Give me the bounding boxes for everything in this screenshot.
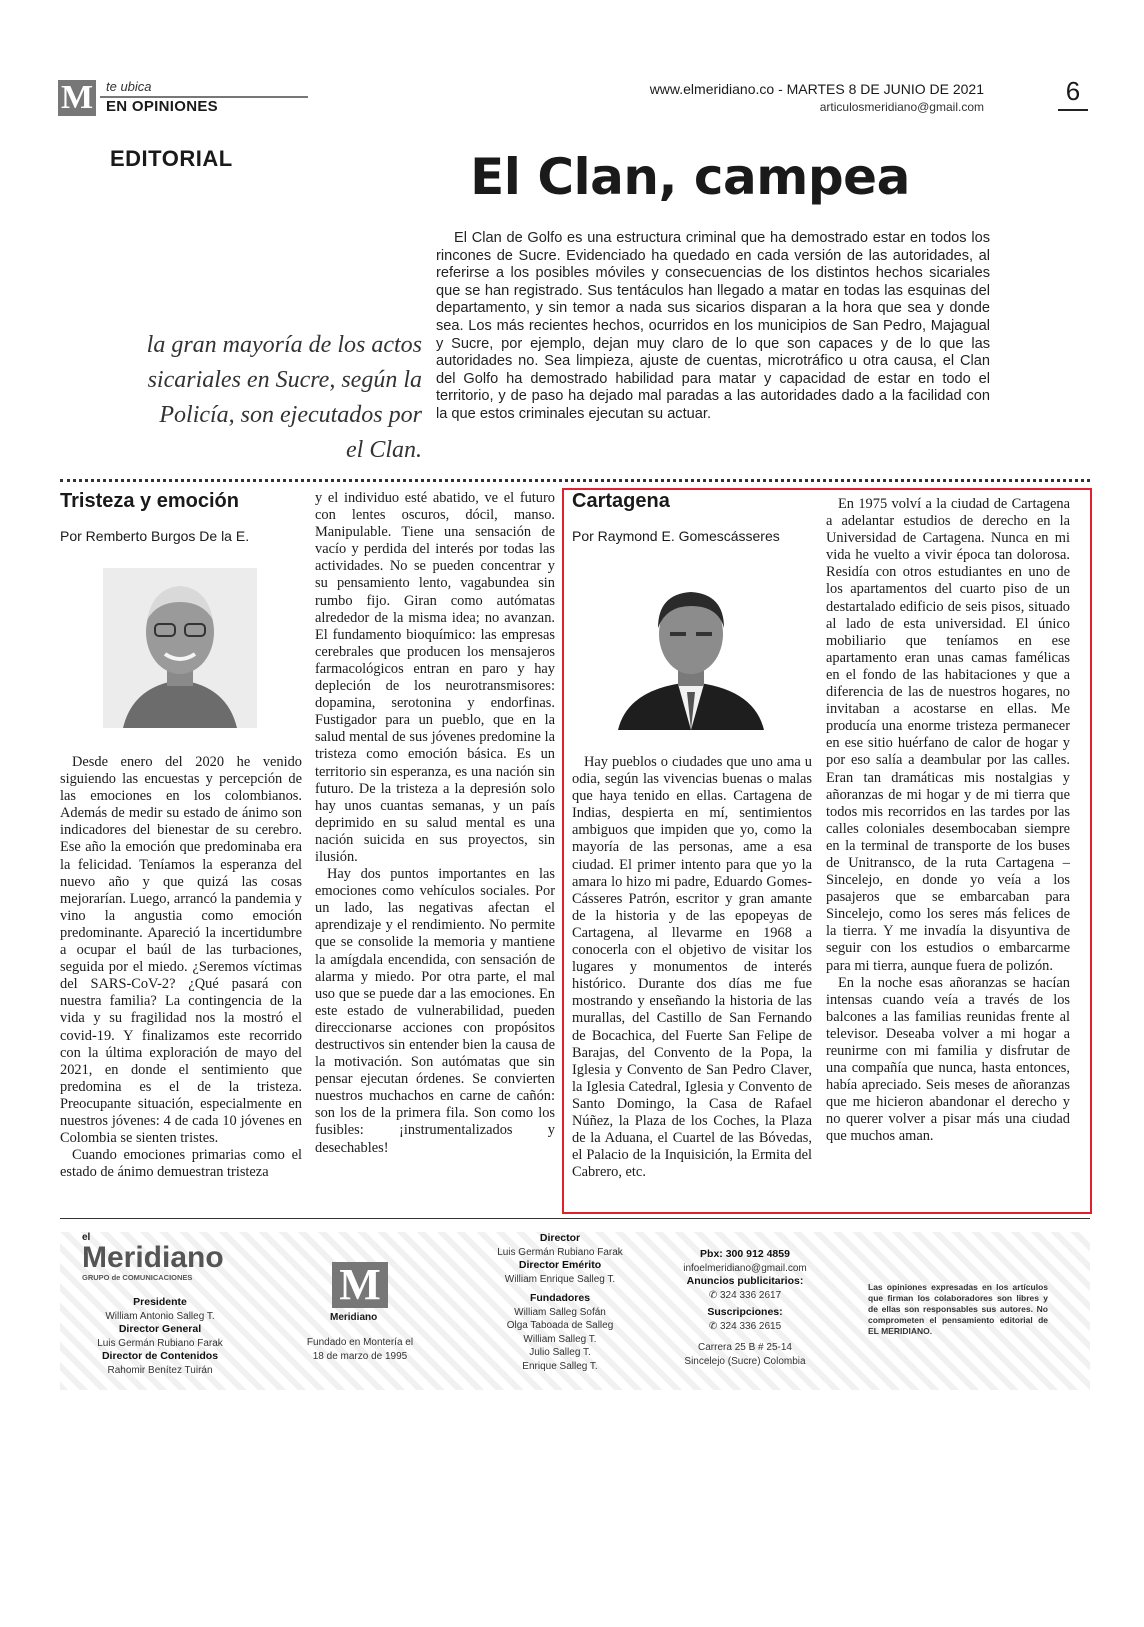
- header-email: articulosmeridiano@gmail.com: [819, 100, 984, 114]
- editorial-body: El Clan de Golfo es una estructura criminal que ha demostrado estar en todos los rincones de Sucre. Evidenciado ha quedado en cada versión de las autoridades, al referirse a los posibles móviles y consecuencias de los distintos hechos sicariales que se han registrado. Sus tentáculos han llegado a matar en todas las esquinas del departamento, y sin temor a nada sus sicarios disparan a la hora que sea y donde sea. Los más recientes hechos, ocurridos en los municipios de San Pedro, Majagual y Sucre, por ejemplo, dejan muy claro de lo que son capaces y de lo que las autoridades no. Sea limpieza, ajuste de cuentas, microtráfico u otra causa, el Clan del Golfo ha demostrado habilidad para matar y capacidad de estar en todo el territorio, y de paso ha dejado mal paradas a las autoridades dado a la facilidad con la que estos criminales ejecutan su actuar.: [436, 230, 990, 422]
- footer-rule: [60, 1218, 1090, 1219]
- fundador: William Salleg Sofán: [514, 1306, 606, 1318]
- tagline-small: te ubica: [106, 79, 152, 94]
- presidente-name: William Antonio Salleg T.: [105, 1310, 215, 1322]
- whatsapp-icon: ✆: [708, 1320, 718, 1332]
- anuncios-phone: 324 336 2617: [720, 1289, 782, 1301]
- suscripciones-phone: 324 336 2615: [720, 1320, 782, 1332]
- footer-contact: [670, 1248, 820, 1368]
- director-name: Luis Germán Rubiano Farak: [497, 1246, 623, 1258]
- column-2-text-b: [826, 496, 1070, 1146]
- column-1-byline: Por Remberto Burgos De la E.: [60, 528, 250, 544]
- footer-staff: [70, 1296, 250, 1377]
- whatsapp-icon: ✆: [708, 1289, 718, 1301]
- column-1-text-b: [315, 490, 555, 1157]
- author-photo-burgos: [103, 568, 257, 728]
- pull-quote: la gran mayoría de los actos sicariales en Sucre, según la Policía, son ejecutados por el Clan.: [146, 332, 422, 463]
- column-2-paragraph: Hay pueblos o ciudades que uno ama u odia, según las vivencias buenas o malas que haya tenido en ellas. Cartagena de Indias, despierta en mí, sentimientos ambiguos que impiden que yo, como la mayoría de las personas, ame a esa ciudad. El primer intento para que yo la amara lo hizo mi padre, Eduardo Gomes-Cásseres Patrón, escritor y gran amante de la historia y de las epopeyas de Cartagena, al llevarme en 1968 a conocerla con el objetivo de visitar los lugares y monumentos de interés histórico. Durante dos días me fue mostrando y enseñando la historia de las murallas, del Castillo de San Fernando de Bocachica, del Fuerte San Felipe de Barajas, del Convento de la Popa, la Iglesia y Convento de San Pedro Claver, la Iglesia Catedral, Iglesia y Convento de Santo Domingo, la Casa de Rafael Núñez, la Plaza de los Coches, la Plaza de la Aduana, el Cuartel de las Bóvedas, el Palacio de la Inquisición, la Ermita del Cabrero, etc.: [572, 754, 812, 1181]
- presidente-label: Presidente: [133, 1296, 187, 1308]
- footer-emblem-name: Meridiano: [330, 1312, 378, 1323]
- column-2-title: Cartagena: [572, 490, 670, 512]
- author-photo-gomescasseres: [614, 580, 768, 730]
- date-line: www.elmeridiano.co - MARTES 8 DE JUNIO DE 2021: [649, 81, 984, 97]
- director-emerito-name: William Enrique Salleg T.: [504, 1273, 616, 1285]
- anuncios-label: Anuncios publicitarios:: [686, 1275, 804, 1287]
- column-2-paragraph: En la noche esas añoranzas se hacían intensas cuando veía a través de los balcones a las familias reunidas frente al televisor. Deseaba volver a mi hogar a reunirme con mi familia y disfrutar de una compañía que nunca, hasta entonces, había apreciado. Seis meses de añoranzas que me hicieron abandonar el derecho y no querer volver a pisar más una ciudad que muchos aman.: [826, 974, 1070, 1145]
- column-2-text-a: [572, 754, 812, 1181]
- meridiano-logo: M: [58, 80, 96, 116]
- section-label: EDITORIAL: [110, 146, 233, 171]
- director-general-label: Director General: [118, 1323, 202, 1335]
- column-1-paragraph: Hay dos puntos importantes en las emociones como vehículos sociales. Por un lado, las negativas afectan el aprendizaje y el rendimiento. No permite que se consolide la memoria y mantiene la amígdala encendida, con sensación de alarma y miedo. Por otra parte, el mal uso que se puede dar a las emociones. En este estado de vulnerabilidad, pueden direccionarse acciones con propósitos destructivos sin entender bien la causa de la motivación. Son autómatas que sin pensar ejecutan órdenes. Se convierten nuestros muchachos en carne de cañón: son los de la primera fila. Son como los fusibles: ¡instrumentalizados y desechables!: [315, 866, 555, 1156]
- director-general-name: Luis Germán Rubiano Farak: [97, 1337, 223, 1349]
- column-1-paragraph: Desde enero del 2020 he venido siguiendo las encuestas y percepción de las emociones en los colombianos. Además de medir su estado de ánimo son indicadores del bienestar de su cerebro. Ese año la emoción que predominaba era la felicidad. Teníamos la esperanza del nuevo año y que quizá las cosas mejorarían. Luego, arrancó la pandemia y vino la angustia como emoción predominante. Apareció la incertidumbre a ocupar el baúl de las turbaciones, seguida por el miedo. ¿Seremos víctimas del SARS-CoV-2? ¿Qué pasará con nuestra familia? La contingencia de la vida y su fragilidad nos la mostró el covid-19. Y finalizamos este recorrido con la última exploración de mayo del 2021, en donde el sentimiento que predomina es el de la tristeza. Preocupante situación, especialmente en nuestros jóvenes: 4 de cada 10 jóvenes en Colombia se sienten tristes.: [60, 754, 302, 1147]
- footer-email: infoelmeridiano@gmail.com: [683, 1262, 807, 1274]
- column-1-text-a: [60, 754, 302, 1181]
- footer-brand-name: Meridiano: [82, 1241, 224, 1274]
- director-emerito-label: Director Emérito: [518, 1259, 602, 1271]
- footer-brand: [82, 1232, 232, 1282]
- director-contenidos-name: Rahomir Benítez Tuirán: [107, 1364, 213, 1376]
- column-2-byline: Por Raymond E. Gomescásseres: [572, 528, 780, 544]
- pbx: Pbx: 300 912 4859: [700, 1248, 790, 1260]
- fundadores-label: Fundadores: [529, 1292, 591, 1304]
- footer-emblem: M: [332, 1262, 388, 1308]
- footer-directors: [470, 1232, 650, 1373]
- fundador: Olga Taboada de Salleg: [506, 1320, 614, 1331]
- editorial-headline: El Clan, campea: [470, 148, 910, 206]
- section-divider: [60, 479, 1090, 482]
- fundador: Enrique Salleg T.: [522, 1360, 598, 1372]
- column-1-title: Tristeza y emoción: [60, 490, 239, 512]
- page-number: 6: [1058, 76, 1088, 111]
- column-1-paragraph: Cuando emociones primarias como el estado de ánimo demuestran tristeza: [60, 1147, 302, 1181]
- director-label: Director: [539, 1232, 581, 1244]
- fundador: William Salleg T.: [523, 1333, 597, 1345]
- fundador: Julio Salleg T.: [529, 1347, 591, 1358]
- tagline-big: EN OPINIONES: [106, 98, 218, 115]
- footer-address: Carrera 25 B # 25-14: [698, 1342, 792, 1353]
- column-2-paragraph: En 1975 volví a la ciudad de Cartagena a adelantar estudios de derecho en la Universidad de Cartagena. Nunca en mi vida he vuelto a vivir época tan dolorosa. Residía con otros estudiantes en uno de los apartamentos del cuarto piso de un destartalado edificio de seis pisos, situado al lado de esta universidad. El único mobiliario que teníamos en ese apartamento eran unas camas famélicas en el fondo de las habitaciones y que a diferencia de las de nuestros hogares, no invitaban a acostarse en ellas. Me producía una enorme tristeza permanecer en ese sitio huérfano de calor de hogar y por eso salía a deambular por las calles. Eran tan dramáticas mis nostalgias y añoranzas de mi hogar y de mi tierra que todos mis recorridos en las tardes por las calles coloniales desembocaban siempre en la terminal de transporte de los buses de Unitransco, de la ruta Cartagena – Sincelejo, en donde yo veía a los pasajeros que se embarcaban para Sincelejo, como los seres más felices de la tierra. Y me invadía la disyuntiva de seguir con los estudios o embarcarme para mi tierra, aunque fuera de polizón.: [826, 496, 1070, 974]
- footer-brand-small: el: [82, 1232, 91, 1243]
- director-contenidos-label: Director de Contenidos: [101, 1350, 219, 1362]
- column-1-paragraph: y el individuo esté abatido, ve el futuro con lentes oscuros, dócil, manso. Manipulable. Tiene una sensación de vacío y perdida del interés por todas las actividades. No se pueden concentrar y su pensamiento lento, vagabundea sin rumbo fijo. Giran como autómatas alrededor de la misma idea; no avanzan. El fundamento bioquímico: las empresas cerebrales que producen los mensajeros farmacológicos entran en paro y hay depleción de los neurotransmisores: dopamina, serotonina y endorfinas. Fustigador para un pueblo, que en la salud mental de sus jóvenes predomine la tristeza como emoción básica. Es un territorio sin esperanza, es una nación sin futuro. De la tristeza a la depresión solo hay unos cuantas semanas, y un país deprimido en su salud mental es una nación suicida en sus proyectos, sin ilusión.: [315, 490, 555, 865]
- footer-disclaimer: Las opiniones expresadas en los artículos que firman los colaboradores son libres y de ellas son responsables sus autores. No comprometen el pensamiento editorial de EL MERIDIANO.: [868, 1282, 1048, 1336]
- footer-brand-sub: GRUPO de COMUNICACIONES: [82, 1273, 193, 1282]
- founded-note: Fundado en Montería el 18 de marzo de 1995: [306, 1337, 414, 1362]
- footer-city: Sincelejo (Sucre) Colombia: [684, 1355, 806, 1367]
- suscripciones-label: Suscripciones:: [707, 1306, 783, 1318]
